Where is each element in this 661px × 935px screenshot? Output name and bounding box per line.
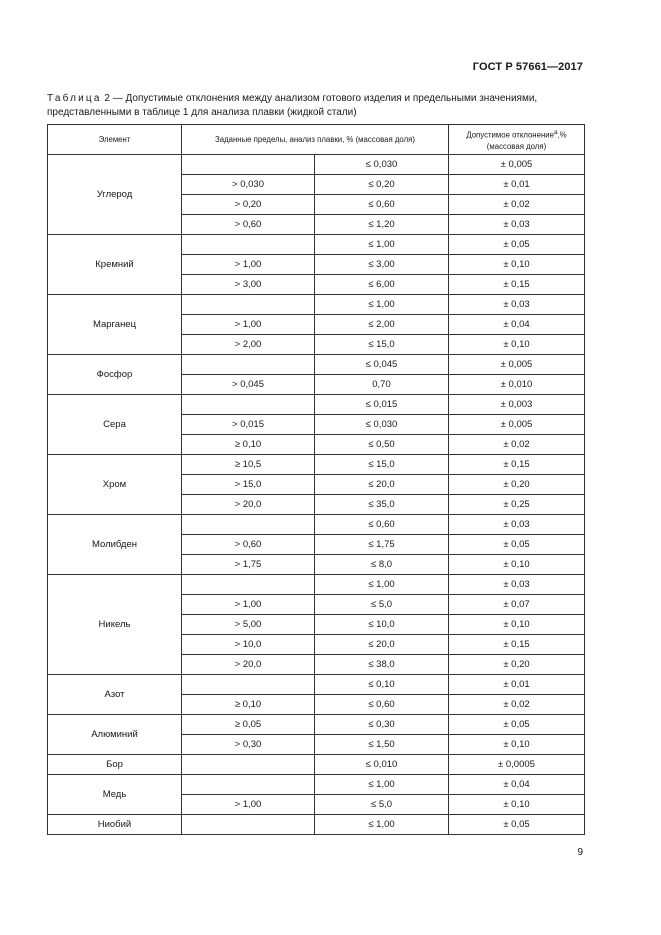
lower-limit-cell	[182, 515, 315, 535]
table-body	[48, 155, 585, 835]
deviation-cell: ± 0,20	[449, 475, 585, 495]
table-row	[48, 675, 585, 695]
deviation-cell: ± 0,003	[449, 395, 585, 415]
element-name-cell: Марганец	[48, 295, 182, 355]
upper-limit-cell: ≤ 8,0	[315, 555, 449, 575]
element-name-cell: Кремний	[48, 235, 182, 295]
deviation-cell: ± 0,07	[449, 595, 585, 615]
caption-number: 2	[104, 93, 110, 104]
table-row	[48, 575, 585, 595]
upper-limit-cell: ≤ 10,0	[315, 615, 449, 635]
lower-limit-cell: ≥ 0,10	[182, 695, 315, 715]
element-name-cell: Никель	[48, 575, 182, 675]
upper-limit-cell: ≤ 3,00	[315, 255, 449, 275]
deviation-cell: ± 0,20	[449, 655, 585, 675]
upper-limit-cell: ≤ 20,0	[315, 475, 449, 495]
lower-limit-cell	[182, 675, 315, 695]
upper-limit-cell: ≤ 1,00	[315, 235, 449, 255]
table-row	[48, 295, 585, 315]
deviation-cell: ± 0,02	[449, 695, 585, 715]
table-row	[48, 815, 585, 835]
deviation-cell: ± 0,005	[449, 355, 585, 375]
table-row	[48, 715, 585, 735]
upper-limit-cell: ≤ 15,0	[315, 455, 449, 475]
element-name-cell: Сера	[48, 395, 182, 455]
upper-limit-cell: ≤ 1,00	[315, 295, 449, 315]
deviation-cell: ± 0,02	[449, 195, 585, 215]
upper-limit-cell: ≤ 1,50	[315, 735, 449, 755]
lower-limit-cell: ≥ 0,10	[182, 435, 315, 455]
deviation-cell: ± 0,05	[449, 235, 585, 255]
lower-limit-cell	[182, 355, 315, 375]
lower-limit-cell	[182, 295, 315, 315]
lower-limit-cell: > 15,0	[182, 475, 315, 495]
deviation-cell: ± 0,10	[449, 555, 585, 575]
deviation-cell: ± 0,05	[449, 535, 585, 555]
lower-limit-cell: > 1,00	[182, 595, 315, 615]
document-id: ГОСТ Р 57661—2017	[472, 61, 583, 73]
deviation-cell: ± 0,005	[449, 415, 585, 435]
deviation-cell: ± 0,15	[449, 275, 585, 295]
deviation-cell: ± 0,04	[449, 775, 585, 795]
upper-limit-cell: ≤ 1,00	[315, 815, 449, 835]
lower-limit-cell: ≥ 0,05	[182, 715, 315, 735]
lower-limit-cell: > 5,00	[182, 615, 315, 635]
deviation-cell: ± 0,15	[449, 635, 585, 655]
upper-limit-cell: ≤ 15,0	[315, 335, 449, 355]
upper-limit-cell: ≤ 0,30	[315, 715, 449, 735]
header-deviation-line1: Допустимое отклонение	[466, 130, 554, 140]
upper-limit-cell: ≤ 0,045	[315, 355, 449, 375]
deviation-cell: ± 0,01	[449, 675, 585, 695]
page-number: 9	[577, 847, 583, 858]
lower-limit-cell: > 1,75	[182, 555, 315, 575]
upper-limit-cell: ≤ 1,75	[315, 535, 449, 555]
deviation-cell: ± 0,03	[449, 295, 585, 315]
element-name-cell: Углерод	[48, 155, 182, 235]
element-name-cell: Хром	[48, 455, 182, 515]
deviation-cell: ± 0,01	[449, 175, 585, 195]
upper-limit-cell: ≤ 0,20	[315, 175, 449, 195]
lower-limit-cell	[182, 395, 315, 415]
upper-limit-cell: ≤ 38,0	[315, 655, 449, 675]
upper-limit-cell: ≤ 0,015	[315, 395, 449, 415]
lower-limit-cell	[182, 815, 315, 835]
lower-limit-cell	[182, 155, 315, 175]
upper-limit-cell: ≤ 1,20	[315, 215, 449, 235]
table-header-row	[48, 125, 585, 155]
deviation-cell: ± 0,03	[449, 575, 585, 595]
upper-limit-cell: ≤ 0,60	[315, 515, 449, 535]
upper-limit-cell: 0,70	[315, 375, 449, 395]
table-row	[48, 515, 585, 535]
element-name-cell: Медь	[48, 775, 182, 815]
element-name-cell: Бор	[48, 755, 182, 775]
lower-limit-cell: > 0,20	[182, 195, 315, 215]
lower-limit-cell: > 0,60	[182, 215, 315, 235]
footnote-marker: а	[553, 129, 558, 137]
lower-limit-cell: > 0,045	[182, 375, 315, 395]
deviation-cell: ± 0,10	[449, 335, 585, 355]
header-deviation-tail: ,%	[557, 130, 567, 140]
lower-limit-cell: > 20,0	[182, 495, 315, 515]
element-name-cell: Алюминий	[48, 715, 182, 755]
table-row	[48, 355, 585, 375]
lower-limit-cell	[182, 775, 315, 795]
lower-limit-cell: ≥ 10,5	[182, 455, 315, 475]
lower-limit-cell: > 1,00	[182, 255, 315, 275]
upper-limit-cell: ≤ 0,60	[315, 195, 449, 215]
header-limits: Заданные пределы, анализ плавки, % (массовая доля)	[182, 125, 449, 155]
lower-limit-cell: > 0,30	[182, 735, 315, 755]
deviation-cell: ± 0,10	[449, 255, 585, 275]
table-row	[48, 775, 585, 795]
deviation-cell: ± 0,10	[449, 615, 585, 635]
upper-limit-cell: ≤ 5,0	[315, 795, 449, 815]
lower-limit-cell: > 0,015	[182, 415, 315, 435]
deviation-cell: ± 0,25	[449, 495, 585, 515]
lower-limit-cell: > 2,00	[182, 335, 315, 355]
element-name-cell: Фосфор	[48, 355, 182, 395]
caption-label: Таблица	[47, 93, 102, 104]
deviation-cell: ± 0,10	[449, 795, 585, 815]
lower-limit-cell	[182, 575, 315, 595]
caption-text: — Допустимые отклонения между анализом готового изделия и предельными значениями, представленными в таблице 1 для анализа плавки (жидкой стали)	[47, 93, 538, 118]
deviation-cell: ± 0,010	[449, 375, 585, 395]
table-row	[48, 155, 585, 175]
upper-limit-cell: ≤ 20,0	[315, 635, 449, 655]
upper-limit-cell: ≤ 1,00	[315, 575, 449, 595]
upper-limit-cell: ≤ 0,030	[315, 155, 449, 175]
header-element: Элемент	[48, 125, 182, 155]
upper-limit-cell: ≤ 0,030	[315, 415, 449, 435]
element-name-cell: Ниобий	[48, 815, 182, 835]
deviation-cell: ± 0,0005	[449, 755, 585, 775]
table-row	[48, 395, 585, 415]
lower-limit-cell: > 1,00	[182, 795, 315, 815]
table-row	[48, 235, 585, 255]
upper-limit-cell: ≤ 1,00	[315, 775, 449, 795]
lower-limit-cell: > 3,00	[182, 275, 315, 295]
header-deviation-line2: (массовая доля)	[486, 141, 547, 151]
upper-limit-cell: ≤ 35,0	[315, 495, 449, 515]
element-name-cell: Молибден	[48, 515, 182, 575]
deviation-cell: ± 0,03	[449, 215, 585, 235]
upper-limit-cell: ≤ 0,50	[315, 435, 449, 455]
lower-limit-cell: > 10,0	[182, 635, 315, 655]
deviation-cell: ± 0,05	[449, 715, 585, 735]
deviation-cell: ± 0,03	[449, 515, 585, 535]
lower-limit-cell: > 1,00	[182, 315, 315, 335]
deviation-cell: ± 0,05	[449, 815, 585, 835]
upper-limit-cell: ≤ 6,00	[315, 275, 449, 295]
deviation-cell: ± 0,02	[449, 435, 585, 455]
deviation-cell: ± 0,005	[449, 155, 585, 175]
lower-limit-cell: > 0,60	[182, 535, 315, 555]
lower-limit-cell: > 0,030	[182, 175, 315, 195]
header-deviation	[449, 125, 585, 155]
table-row	[48, 455, 585, 475]
lower-limit-cell: > 20,0	[182, 655, 315, 675]
lower-limit-cell	[182, 755, 315, 775]
upper-limit-cell: ≤ 0,10	[315, 675, 449, 695]
upper-limit-cell: ≤ 2,00	[315, 315, 449, 335]
lower-limit-cell	[182, 235, 315, 255]
table-row	[48, 755, 585, 775]
upper-limit-cell: ≤ 0,60	[315, 695, 449, 715]
deviation-cell: ± 0,10	[449, 735, 585, 755]
table-caption	[47, 92, 587, 120]
deviation-table	[47, 124, 585, 835]
deviation-cell: ± 0,04	[449, 315, 585, 335]
deviation-cell: ± 0,15	[449, 455, 585, 475]
upper-limit-cell: ≤ 0,010	[315, 755, 449, 775]
element-name-cell: Азот	[48, 675, 182, 715]
upper-limit-cell: ≤ 5,0	[315, 595, 449, 615]
